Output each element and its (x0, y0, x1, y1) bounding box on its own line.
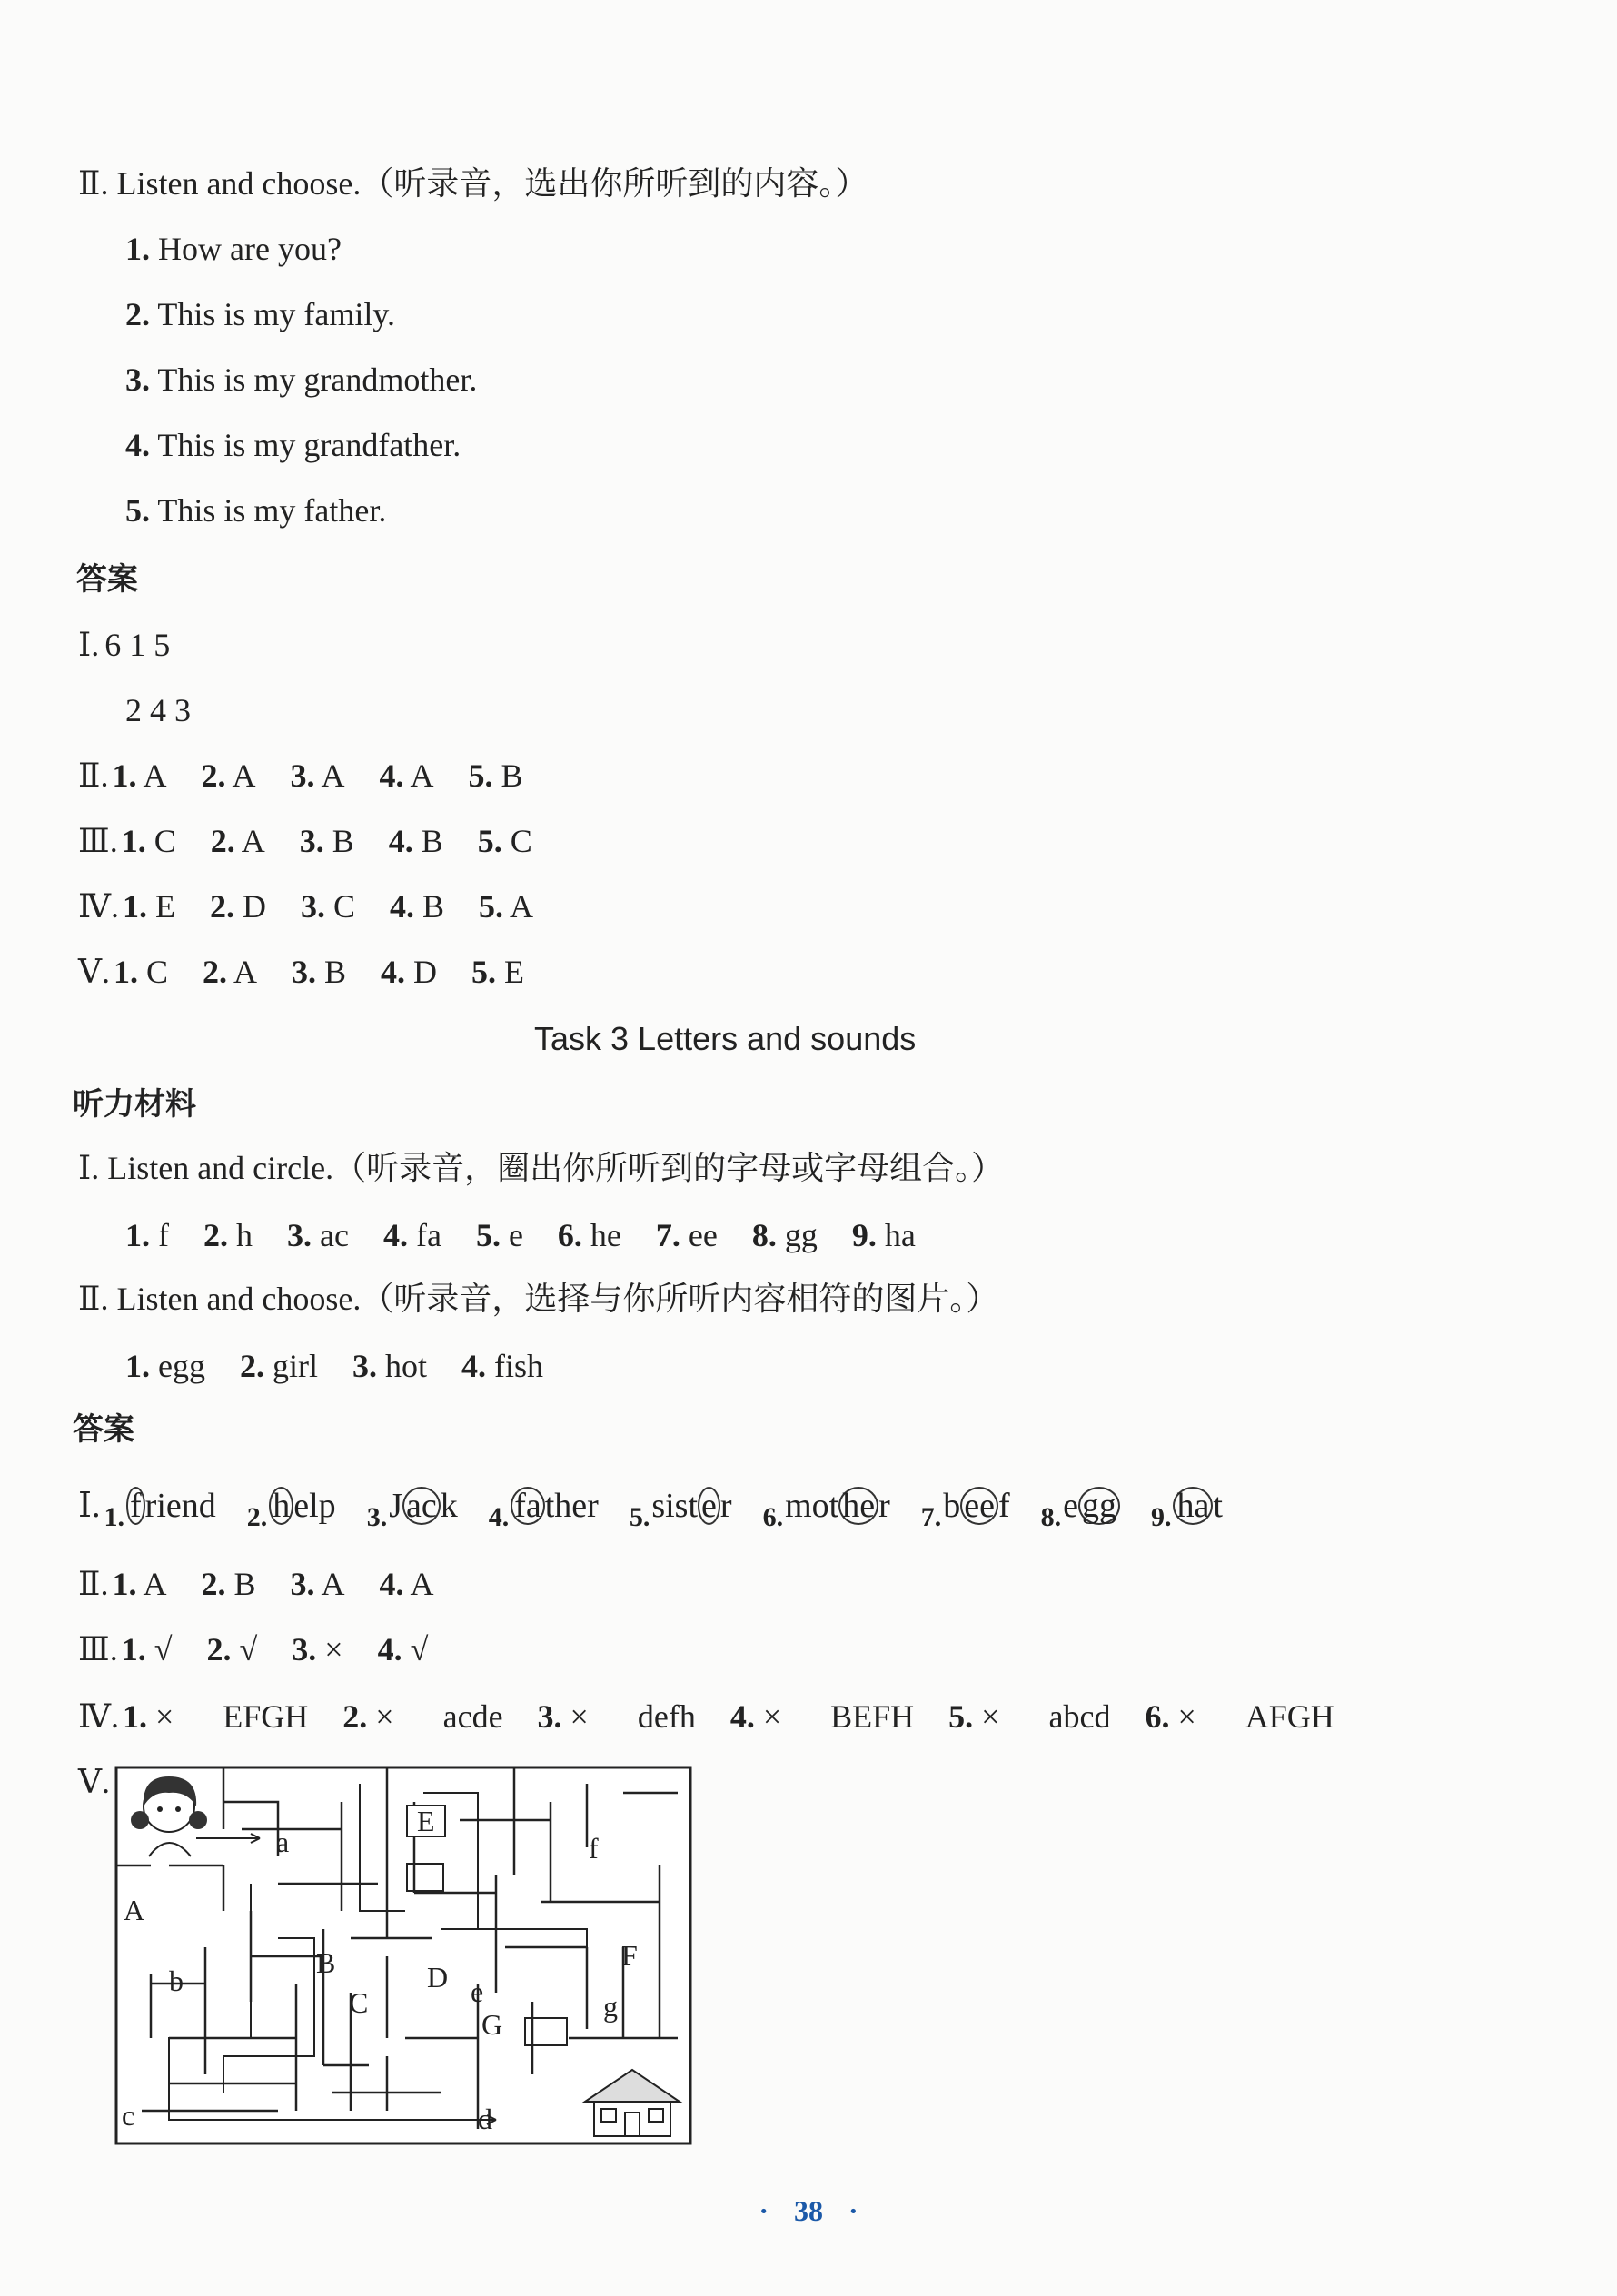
item-text: girl (272, 1348, 318, 1384)
item-text: How are you? (158, 231, 342, 267)
answer-number: 5. (948, 1698, 974, 1735)
answer-number: 4. (388, 823, 413, 859)
word-part: ther (544, 1487, 599, 1525)
answer-value: E (154, 888, 175, 925)
circled-letters: f (126, 1487, 145, 1525)
answer-item (301, 886, 355, 926)
answer-number: 2. (342, 1698, 368, 1735)
answer-value: B (501, 757, 523, 794)
item-number: 7. (920, 1502, 942, 1532)
answer-row (78, 756, 523, 796)
answer-letters: abcd (1048, 1698, 1111, 1735)
listen-choose-items (125, 1346, 543, 1386)
answer-item (300, 821, 354, 861)
maze-label: B (316, 1946, 336, 1979)
answer-number: 1. (112, 757, 137, 794)
answer-letters: AFGH (1245, 1698, 1334, 1735)
maze-label: A (124, 1894, 145, 1926)
answer-row-label: Ⅳ. (78, 1698, 119, 1735)
item-number: 4. (125, 427, 150, 463)
answer-item (380, 1564, 434, 1604)
answer-number: 5. (477, 823, 502, 859)
answer-item (380, 756, 434, 796)
word-part: J (389, 1487, 402, 1525)
answer-value: A (232, 757, 256, 794)
answer-item (291, 756, 345, 796)
item-text: ha (884, 1217, 916, 1253)
maze-label: C (349, 1986, 369, 2019)
answer-item (123, 886, 175, 926)
list-item (852, 1215, 916, 1255)
answer-number: 4. (381, 954, 406, 990)
answer-number: 2. (206, 1631, 232, 1668)
answer-value: × (981, 1698, 1000, 1735)
listen-choose-item (125, 360, 477, 400)
answer-item (948, 1697, 1110, 1737)
answer-item (538, 1697, 696, 1737)
list-item (461, 1346, 543, 1386)
answer-number: 1. (121, 1631, 146, 1668)
circled-word (247, 1486, 336, 1538)
item-text: This is my father. (157, 492, 387, 529)
answer-value: × (762, 1698, 782, 1735)
answer-row-label: Ⅴ. (78, 954, 110, 990)
word-part: elp (293, 1487, 336, 1525)
answer-value: D (413, 954, 438, 990)
answer-value: √ (239, 1631, 258, 1668)
answer-row-label: Ⅳ. (78, 888, 119, 925)
answer-row (78, 1697, 1334, 1737)
section-heading-listen-choose-2: Ⅱ. Listen and choose.（听录音，选择与你所听内容相符的图片。） (78, 1281, 999, 1317)
maze-label: e (471, 1975, 484, 2008)
answer-item (206, 1629, 257, 1669)
circled-letters: ac (402, 1487, 441, 1525)
list-item (476, 1215, 523, 1255)
word-part: b (943, 1487, 961, 1525)
page-number: · 38 · (759, 2194, 858, 2227)
answer-value: × (570, 1698, 589, 1735)
answer-item (292, 1629, 342, 1669)
item-number: 3. (125, 361, 150, 398)
circled-letters: ee (960, 1487, 998, 1525)
answer-number: 4. (379, 1566, 404, 1602)
answer-number: 1. (121, 823, 146, 859)
answer-letters: BEFH (830, 1698, 915, 1735)
word-part: riend (144, 1487, 216, 1525)
answer-item (292, 952, 346, 992)
answer-number: 4. (379, 757, 404, 794)
item-number: 6. (762, 1502, 784, 1532)
answer-item (478, 821, 532, 861)
item-number: 7. (655, 1217, 680, 1253)
answer-number: 3. (290, 1566, 315, 1602)
answer-value: C (154, 823, 176, 859)
circled-word (630, 1486, 732, 1538)
answer-item (471, 952, 524, 992)
item-number: 5. (629, 1502, 650, 1532)
answer-number: 5. (468, 757, 493, 794)
item-number: 2. (203, 1217, 228, 1253)
answer-row (78, 886, 533, 926)
answer-value: × (154, 1698, 174, 1735)
answer-value: √ (410, 1631, 429, 1668)
maze-label: d (478, 2103, 492, 2135)
list-item (125, 1215, 169, 1255)
answer-row-label: Ⅰ. (78, 627, 100, 663)
answer-row (78, 952, 524, 992)
answer-row-label: Ⅲ. (78, 1631, 118, 1668)
answer-row-1 (78, 625, 170, 665)
item-number: 2. (239, 1348, 264, 1384)
item-number: 1. (125, 231, 150, 267)
item-number: 4. (382, 1217, 408, 1253)
answer-number: 4. (377, 1631, 402, 1668)
answer-number: 1. (114, 954, 138, 990)
circled-letters: ha (1173, 1487, 1213, 1525)
listen-circle-items (125, 1215, 916, 1255)
word-part: mot (785, 1487, 839, 1525)
answer-number: 6. (1145, 1698, 1170, 1735)
answer-item (123, 1697, 308, 1737)
answer-value: A (410, 757, 434, 794)
answer-number: 3. (300, 888, 325, 925)
answer-number: 3. (292, 954, 317, 990)
answer-item (210, 886, 266, 926)
listen-choose-item (125, 425, 461, 465)
circled-letters: fa (511, 1487, 545, 1525)
answer-value: C (146, 954, 169, 990)
list-item (203, 1215, 253, 1255)
word-part: f (997, 1487, 1010, 1525)
answers-heading-1: 答案 (76, 561, 138, 598)
item-number: 3. (366, 1502, 388, 1532)
answer-row (78, 1629, 428, 1669)
item-number: 1. (104, 1502, 125, 1532)
item-text: This is my family. (157, 296, 396, 332)
answer-value: C (510, 823, 532, 859)
answer-value: × (375, 1698, 394, 1735)
answer-number: 2. (201, 1566, 226, 1602)
answer-value: √ (154, 1631, 173, 1668)
maze-label: c (122, 2099, 135, 2132)
answer-number: 3. (537, 1698, 562, 1735)
answer-item (342, 1697, 502, 1737)
item-text: gg (784, 1217, 818, 1253)
answer-value: A (510, 888, 534, 925)
list-item (656, 1215, 718, 1255)
answer-item (1145, 1697, 1334, 1737)
item-text: This is my grandmother. (157, 361, 478, 398)
list-item (383, 1215, 441, 1255)
answer-item (389, 821, 443, 861)
answer-value: D (242, 888, 266, 925)
list-item (352, 1346, 427, 1386)
answer-item (469, 756, 523, 796)
answer-value: B (233, 1566, 256, 1602)
word-part: r (878, 1487, 890, 1525)
answer-value: B (324, 954, 347, 990)
item-text: egg (158, 1348, 205, 1384)
answer-number: 3. (299, 823, 324, 859)
answer-letters: EFGH (223, 1698, 309, 1735)
item-number: 1. (125, 1348, 150, 1384)
item-number: 1. (125, 1217, 150, 1253)
answer-row-label: Ⅱ. (78, 1566, 109, 1602)
word-part: k (440, 1487, 458, 1525)
item-text: fa (415, 1217, 441, 1253)
circled-word (104, 1486, 216, 1538)
answer-letters: acde (442, 1698, 503, 1735)
list-item (287, 1215, 349, 1255)
answer-item (112, 756, 166, 796)
answer-number: 5. (479, 888, 503, 925)
list-item (558, 1215, 621, 1255)
answer-row-label: Ⅴ. (78, 1764, 110, 1800)
item-number: 3. (352, 1348, 377, 1384)
item-number: 2. (246, 1502, 268, 1532)
word-part: sist (651, 1487, 699, 1525)
item-number: 9. (1150, 1502, 1172, 1532)
answer-row-label: Ⅱ. (78, 757, 109, 794)
item-number: 3. (287, 1217, 312, 1253)
item-text: e (508, 1217, 523, 1253)
word-part: e (1063, 1487, 1078, 1525)
answer-row-label: Ⅰ. (78, 1487, 101, 1525)
answer-item (112, 1564, 166, 1604)
item-text: This is my grandfather. (157, 427, 461, 463)
item-number: 8. (751, 1217, 777, 1253)
item-text: hot (384, 1348, 427, 1384)
answer-value: A (143, 1566, 167, 1602)
answer-item (203, 952, 257, 992)
item-number: 8. (1040, 1502, 1062, 1532)
answer-item (378, 1629, 429, 1669)
answer-number: 2. (210, 823, 235, 859)
answers-heading-2: 答案 (73, 1411, 134, 1448)
item-number: 5. (475, 1217, 501, 1253)
answer-row-label: Ⅲ. (78, 823, 118, 859)
item-number: 2. (125, 296, 150, 332)
answer-value: A (321, 757, 345, 794)
answer-item (730, 1697, 914, 1737)
maze-figure (114, 1766, 692, 2145)
answer-value: A (143, 757, 167, 794)
answer-value: C (332, 888, 355, 925)
answer-number: 1. (122, 888, 147, 925)
answer-value: B (421, 823, 443, 859)
circled-letters: e (698, 1487, 720, 1525)
answer-value: B (422, 888, 444, 925)
maze-label: F (621, 1939, 638, 1972)
circled-word (763, 1486, 890, 1538)
answer-item (201, 1564, 255, 1604)
item-number: 4. (461, 1348, 486, 1384)
answer-item (211, 821, 265, 861)
circled-word (1151, 1486, 1223, 1538)
listen-choose-item (125, 229, 342, 269)
answer-value: A (241, 823, 265, 859)
circled-letters: gg (1078, 1487, 1120, 1525)
circled-word (489, 1486, 599, 1538)
listen-choose-item (125, 490, 386, 530)
answer-letters: defh (637, 1698, 696, 1735)
maze-label: f (589, 1832, 599, 1865)
answer-number: 2. (209, 888, 234, 925)
answer-value: A (233, 954, 258, 990)
answer-item (479, 886, 533, 926)
item-number: 9. (851, 1217, 877, 1253)
circled-word (921, 1486, 1010, 1538)
circled-letters: h (269, 1487, 293, 1525)
answer-circle-row (78, 1486, 1254, 1538)
circled-word (1041, 1486, 1120, 1538)
section-heading-listen-circle: Ⅰ. Listen and circle.（听录音，圈出你所听到的字母或字母组合。） (78, 1150, 1005, 1186)
answer-row (78, 821, 532, 861)
answer-item (122, 821, 176, 861)
answer-item (291, 1564, 345, 1604)
answer-row (78, 1564, 434, 1604)
circled-word (367, 1486, 458, 1538)
item-text: h (236, 1217, 253, 1253)
answer-value: A (321, 1566, 345, 1602)
answer-number: 3. (290, 757, 315, 794)
maze-label: a (276, 1826, 290, 1858)
listening-material-heading: 听力材料 (73, 1086, 196, 1123)
answer-number: 3. (292, 1631, 317, 1668)
answer-item (201, 756, 255, 796)
section-heading-listen-choose: Ⅱ. Listen and choose.（听录音，选出你所听到的内容。） (78, 165, 868, 202)
answer-value: E (504, 954, 525, 990)
maze-label: b (169, 1964, 184, 1997)
item-number: 4. (488, 1502, 510, 1532)
item-text: f (158, 1217, 169, 1253)
answer-number: 1. (112, 1566, 137, 1602)
answer-row-1-line2: 2 4 3 (125, 692, 191, 728)
item-text: fish (494, 1348, 543, 1384)
answer-value: A (410, 1566, 434, 1602)
answer-item (381, 952, 437, 992)
maze-label: E (417, 1805, 435, 1837)
answer-value: × (1177, 1698, 1196, 1735)
maze-label: G (481, 2008, 503, 2041)
item-text: he (590, 1217, 621, 1253)
answer-item (390, 886, 444, 926)
answer-item (114, 952, 168, 992)
answer-number: 4. (729, 1698, 755, 1735)
list-item (752, 1215, 818, 1255)
task-title: Task 3 Letters and sounds (534, 1020, 917, 1057)
item-number: 6. (557, 1217, 582, 1253)
answer-number: 4. (389, 888, 414, 925)
answer-value: B (332, 823, 354, 859)
item-text: ac (320, 1217, 349, 1253)
answer-number: 2. (203, 954, 228, 990)
list-item (125, 1346, 205, 1386)
list-item (240, 1346, 318, 1386)
item-text: ee (688, 1217, 718, 1253)
word-part: r (719, 1487, 732, 1525)
answer-number: 5. (471, 954, 497, 990)
answer-number: 2. (201, 757, 226, 794)
word-part: t (1213, 1487, 1223, 1525)
answer-value: × (324, 1631, 343, 1668)
answer-value: 6 1 5 (104, 627, 171, 663)
maze-label: D (427, 1961, 449, 1994)
answer-item (122, 1629, 173, 1669)
maze-label: g (603, 1990, 618, 2023)
answer-number: 1. (122, 1698, 147, 1735)
item-number: 5. (125, 492, 150, 529)
circled-letters: he (838, 1487, 878, 1525)
listen-choose-item (125, 294, 395, 334)
